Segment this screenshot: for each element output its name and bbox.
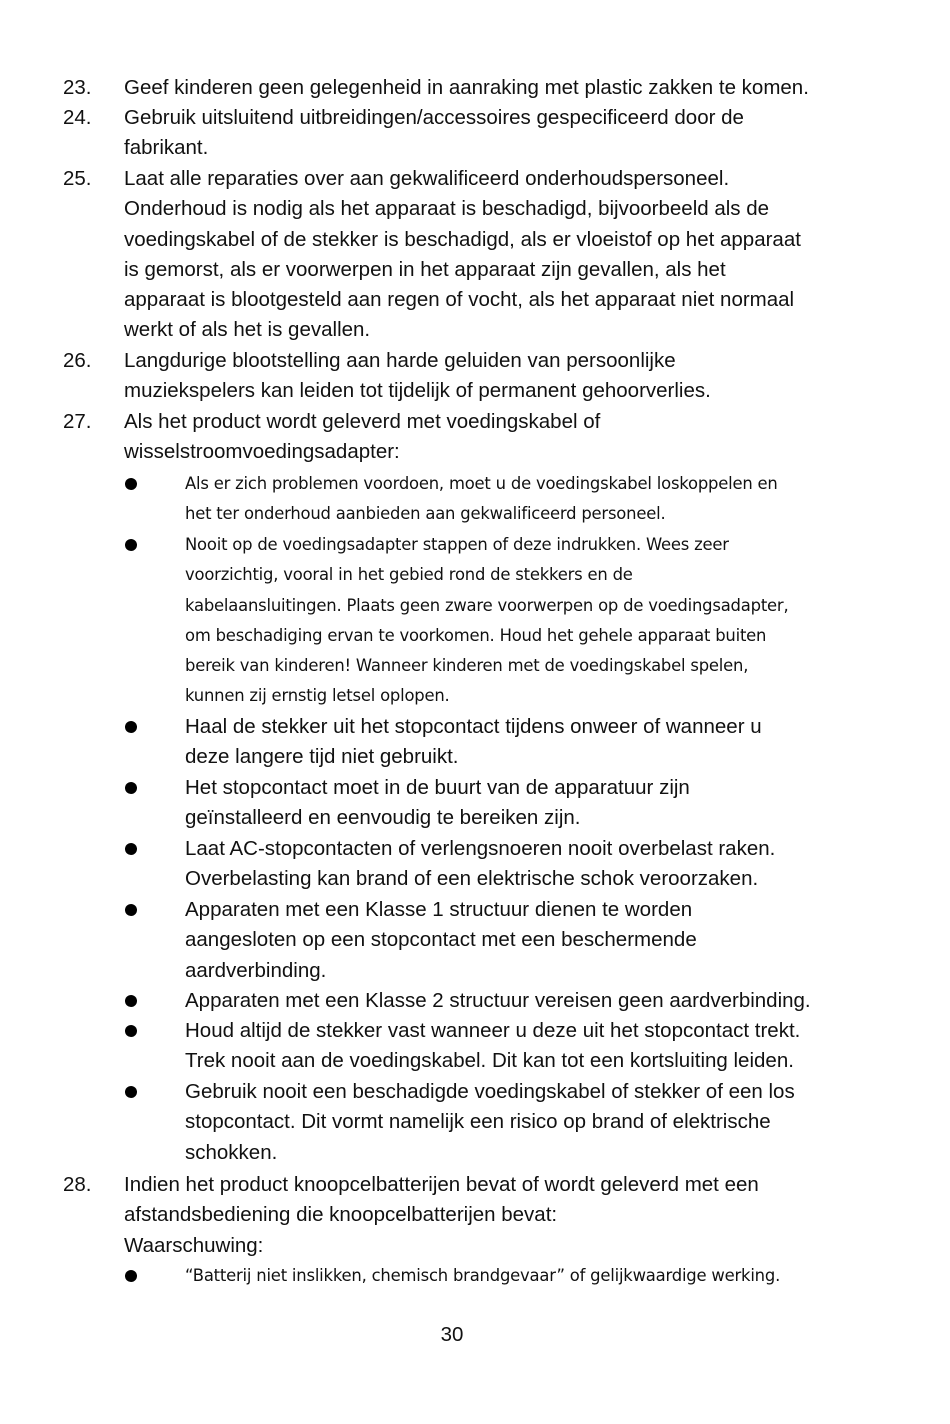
text-line: deze langere tijd niet gebruikt. [185, 745, 459, 769]
text-line: wisselstroomvoedingsadapter: [124, 440, 400, 464]
item-text [124, 73, 884, 103]
item-text [124, 164, 884, 346]
text-line: fabrikant. [124, 136, 209, 160]
text-line: Als het product wordt geleverd met voedingskabel of [124, 410, 601, 433]
text-line: schokken. [185, 1140, 278, 1164]
item-text [124, 407, 884, 468]
text-line: Het stopcontact moet in de buurt van de apparatuur zijn [185, 776, 690, 799]
item-text [124, 1170, 884, 1261]
text-line: kabelaansluitingen. Plaats geen zware voorwerpen op de voedingsadapter, [185, 595, 789, 615]
text-line: “Batterij niet inslikken, chemisch brandgevaar” of gelijkwaardige werking. [185, 1266, 781, 1285]
text-line: Onderhoud is nodig als het apparaat is beschadigd, bijvoorbeeld als de [124, 197, 770, 221]
bullet-icon [125, 478, 137, 490]
bullet-icon [125, 1086, 137, 1098]
text-line: aangesloten op een stopcontact met een beschermende [185, 928, 697, 952]
text-line: geïnstalleerd en eenvoudig te bereiken zijn. [185, 806, 581, 830]
item-number: 26. [63, 349, 92, 372]
item-number: 28. [63, 1173, 92, 1196]
bullet-text [185, 712, 865, 773]
bullet-text [185, 773, 865, 834]
bullet-text [185, 834, 865, 895]
bullet-icon [125, 1025, 137, 1037]
bullet-text [185, 986, 865, 1016]
item-text [124, 103, 884, 164]
text-line: stopcontact. Dit vormt namelijk een risico op brand of elektrische [185, 1110, 771, 1134]
text-line: Overbelasting kan brand of een elektrische schok veroorzaken. [185, 867, 759, 891]
text-line: Waarschuwing: [124, 1233, 264, 1257]
text-line: Apparaten met een Klasse 2 structuur vereisen geen aardverbinding. [185, 989, 811, 1012]
bullet-text [185, 1261, 865, 1291]
bullet-icon [125, 995, 137, 1007]
text-line: Als er zich problemen voordoen, moet u de voedingskabel loskoppelen en [185, 474, 778, 493]
bullet-icon [125, 843, 137, 855]
text-line: Houd altijd de stekker vast wanneer u deze uit het stopcontact trekt. [185, 1019, 801, 1042]
text-line: Haal de stekker uit het stopcontact tijdens onweer of wanneer u [185, 715, 762, 738]
bullet-icon [125, 904, 137, 916]
text-line: Indien het product knoopcelbatterijen bevat of wordt geleverd met een [124, 1173, 759, 1196]
bullet-text [185, 530, 865, 712]
text-line: werkt of als het is gevallen. [124, 318, 371, 342]
text-line: Geef kinderen geen gelegenheid in aanraking met plastic zakken te komen. [124, 76, 809, 99]
text-line: Gebruik nooit een beschadigde voedingskabel of stekker of een los [185, 1080, 795, 1103]
text-line: Trek nooit aan de voedingskabel. Dit kan tot een kortsluiting leiden. [185, 1049, 794, 1073]
text-line: voedingskabel of de stekker is beschadigd, als er vloeistof op het apparaat [124, 227, 801, 251]
text-line: Gebruik uitsluitend uitbreidingen/accessoires gespecificeerd door de [124, 106, 744, 129]
text-line: het ter onderhoud aanbieden aan gekwalificeerd personeel. [185, 504, 666, 524]
text-line: apparaat is blootgesteld aan regen of vocht, als het apparaat niet normaal [124, 288, 795, 312]
text-line: kunnen zij ernstig letsel oplopen. [185, 686, 450, 706]
text-line: bereik van kinderen! Wanneer kinderen met de voedingskabel spelen, [185, 656, 749, 676]
text-line: Apparaten met een Klasse 1 structuur dienen te worden [185, 898, 693, 921]
bullet-text [185, 1016, 865, 1077]
item-text [124, 346, 884, 407]
text-line: om beschadiging ervan te voorkomen. Houd het gehele apparaat buiten [185, 625, 767, 645]
text-line: voorzichtig, vooral in het gebied rond de stekkers en de [185, 565, 633, 585]
bullet-icon [125, 1270, 137, 1282]
item-number: 23. [63, 76, 92, 99]
bullet-text [185, 895, 865, 986]
text-line: muziekspelers kan leiden tot tijdelijk of permanent gehoorverlies. [124, 379, 711, 403]
bullet-icon [125, 539, 137, 551]
item-number: 24. [63, 106, 92, 129]
text-line: Nooit op de voedingsadapter stappen of deze indrukken. Wees zeer [185, 535, 729, 554]
text-line: afstandsbediening die knoopcelbatterijen bevat: [124, 1203, 558, 1227]
text-line: Laat alle reparaties over aan gekwalificeerd onderhoudspersoneel. [124, 167, 730, 190]
text-line: Langdurige blootstelling aan harde geluiden van persoonlijke [124, 349, 676, 372]
bullet-icon [125, 721, 137, 733]
text-line: aardverbinding. [185, 958, 327, 982]
item-number: 25. [63, 167, 92, 190]
text-line: is gemorst, als er voorwerpen in het apparaat zijn gevallen, als het [124, 257, 726, 281]
text-line: Laat AC-stopcontacten of verlengsnoeren nooit overbelast raken. [185, 837, 776, 860]
bullet-text [185, 469, 865, 530]
item-number: 27. [63, 410, 92, 433]
page-number: 30 [440, 1323, 464, 1346]
bullet-icon [125, 782, 137, 794]
bullet-text [185, 1077, 865, 1168]
